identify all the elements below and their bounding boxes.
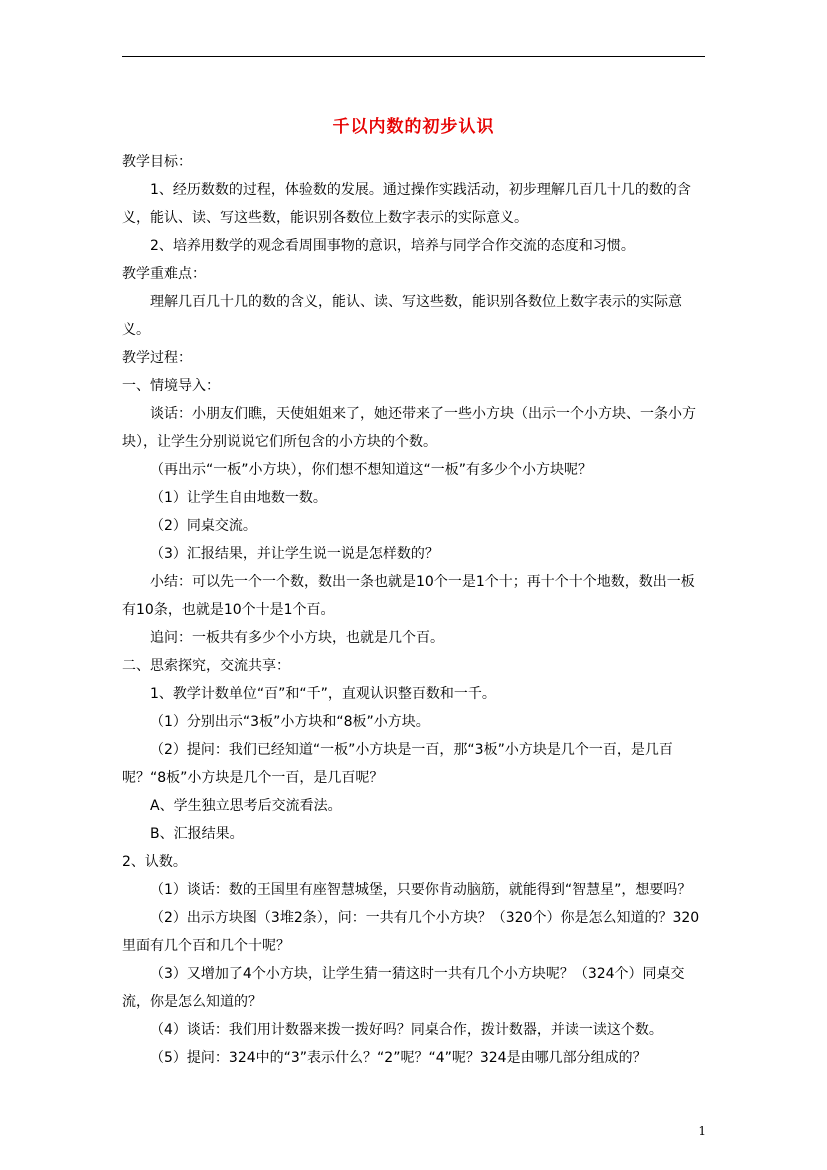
paragraph: （1）分别出示“3板”小方块和“8板”小方块。	[150, 714, 430, 730]
paragraph: （3）又增加了4个小方块，让学生猜一猜这时一共有几个小方块呢？（324个）同桌交流，你是怎么知道的？	[122, 966, 685, 1010]
paragraph: （1）让学生自由地数一数。	[150, 490, 327, 506]
paragraph: 教学过程：	[122, 350, 192, 366]
paragraph: （2）出示方块图（3堆2条），问：一共有几个小方块？（320个）你是怎么知道的？320里面有几个百和几个十呢？	[122, 910, 700, 954]
paragraph: 1、经历数数的过程，体验数的发展。通过操作实践活动，初步理解几百几十几的数的含义，能认、读、写这些数，能识别各数位上数字表示的实际意义。	[122, 182, 691, 226]
paragraph: 谈话：小朋友们瞧，天使姐姐来了，她还带来了一些小方块（出示一个小方块、一条小方块），让学生分别说说它们所包含的小方块的个数。	[122, 406, 696, 450]
paragraph: （5）提问：324中的“3”表示什么？“2”呢？“4”呢？324是由哪几部分组成的？	[150, 1050, 647, 1066]
paragraph: 理解几百几十几的数的含义，能认、读、写这些数，能识别各数位上数字表示的实际意义。	[122, 294, 682, 338]
paragraph: 1、教学计数单位“百”和“千”，直观认识整百数和一千。	[150, 686, 496, 702]
paragraph: （4）谈话：我们用计数器来拨一拨好吗？同桌合作，拨计数器，并读一读这个数。	[150, 1022, 663, 1038]
paragraph: 追问：一板共有多少个小方块，也就是几个百。	[150, 630, 444, 646]
paragraph: 2、培养用数学的观念看周围事物的意识，培养与同学合作交流的态度和习惯。	[150, 238, 635, 254]
document-title: 千以内数的初步认识	[332, 117, 495, 137]
paragraph: （2）提问：我们已经知道“一板”小方块是一百，那“3板”小方块是几个一百，是几百呢？“8板”小方块是几个一百，是几百呢？	[122, 742, 673, 786]
paragraph: （1）谈话：数的王国里有座智慧城堡，只要你肯动脑筋，就能得到“智慧星”，想要吗？	[150, 882, 692, 898]
document-body	[122, 148, 705, 1072]
header-rule	[122, 56, 705, 57]
paragraph: 教学目标：	[122, 154, 192, 170]
paragraph: 一、情境导入：	[122, 378, 220, 394]
paragraph: 教学重难点：	[122, 266, 206, 282]
paragraph: （2）同桌交流。	[150, 518, 257, 534]
paragraph: 二、思索探究，交流共享：	[122, 658, 290, 674]
page-number: 1	[698, 1124, 706, 1138]
paragraph: （再出示“一板”小方块），你们想不想知道这“一板”有多少个小方块呢？	[150, 462, 593, 478]
paragraph: A、学生独立思考后交流看法。	[150, 798, 342, 814]
paragraph: 小结：可以先一个一个数，数出一条也就是10个一是1个十；再十个十个地数，数出一板有10条，也就是10个十是1个百。	[122, 574, 695, 618]
paragraph: B、汇报结果。	[150, 826, 244, 842]
paragraph: 2、认数。	[122, 854, 187, 870]
paragraph: （3）汇报结果，并让学生说一说是怎样数的？	[150, 546, 439, 562]
